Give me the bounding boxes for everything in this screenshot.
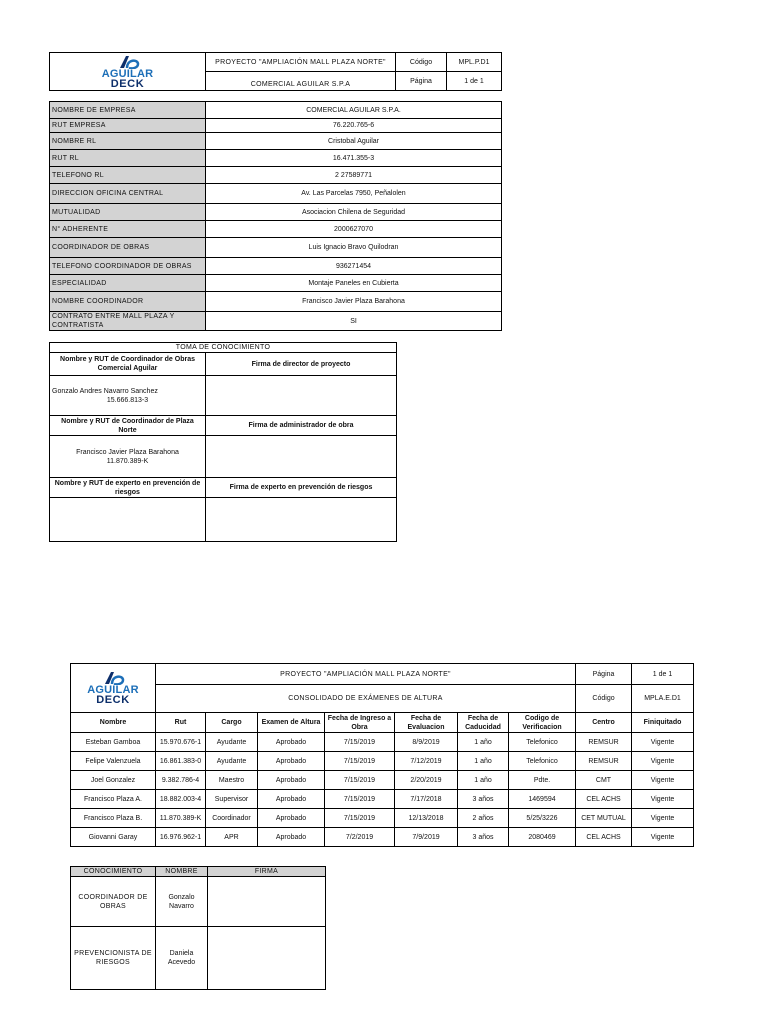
table-cell: 7/12/2019 xyxy=(395,752,458,771)
table-cell: Aprobado xyxy=(258,752,325,771)
info-row xyxy=(50,119,502,133)
info-value: 2 27589771 xyxy=(206,167,502,184)
table-cell: CEL ACHS xyxy=(576,828,632,847)
info-value: 2000627070 xyxy=(206,221,502,238)
info-row xyxy=(50,167,502,184)
toma-header-experto: Nombre y RUT de experto en prevención de riesgos xyxy=(50,478,206,498)
role-coordinador: COORDINADOR DE OBRAS xyxy=(71,877,156,927)
table-cell: 16.861.383-0 xyxy=(156,752,206,771)
exam-subtitle: CONSOLIDADO DE EXÁMENES DE ALTURA xyxy=(156,685,576,713)
info-value: Cristobal Aguilar xyxy=(206,133,502,150)
exam-project-title: PROYECTO "AMPLIACIÓN MALL PLAZA NORTE" xyxy=(156,664,576,685)
info-value: Francisco Javier Plaza Barahona xyxy=(206,292,502,312)
table-cell: Vigente xyxy=(632,771,694,790)
info-value: 936271454 xyxy=(206,258,502,275)
table-cell: 12/13/2018 xyxy=(395,809,458,828)
table-cell: 1 año xyxy=(458,733,509,752)
info-label: N° ADHERENTE xyxy=(50,221,206,238)
table-cell: CET MUTUAL xyxy=(576,809,632,828)
table-cell: 7/9/2019 xyxy=(395,828,458,847)
table-cell: 8/9/2019 xyxy=(395,733,458,752)
signature-box-admin[interactable] xyxy=(206,436,397,478)
logo-text-deck: DECK xyxy=(110,77,145,90)
table-cell: 7/2/2019 xyxy=(325,828,395,847)
table-cell: 2 años xyxy=(458,809,509,828)
table-cell: Vigente xyxy=(632,809,694,828)
info-row xyxy=(50,204,502,221)
table-cell: 1469594 xyxy=(509,790,576,809)
table-cell: 16.976.962-1 xyxy=(156,828,206,847)
info-value: 16.471.355-3 xyxy=(206,150,502,167)
signature-box-coordinador[interactable] xyxy=(208,877,326,927)
name-coordinador: Gonzalo Navarro xyxy=(156,877,208,927)
info-row xyxy=(50,184,502,204)
project-title: PROYECTO "AMPLIACIÓN MALL PLAZA NORTE" xyxy=(206,53,396,72)
info-label: ESPECIALIDAD xyxy=(50,275,206,292)
table-cell: Pdte. xyxy=(509,771,576,790)
exam-table xyxy=(70,663,694,847)
info-label: RUT EMPRESA xyxy=(50,119,206,133)
toma-header-firma-director: Firma de director de proyecto xyxy=(206,353,397,376)
nombre-header: NOMBRE xyxy=(156,867,208,877)
table-cell: Aprobado xyxy=(258,790,325,809)
table-cell: Supervisor xyxy=(206,790,258,809)
logo-text-aguilar: AGUILAR xyxy=(101,67,154,80)
exam-column-header: Nombre xyxy=(71,713,156,733)
name-prevencionista: Daniela Acevedo xyxy=(156,927,208,990)
table-cell: 3 años xyxy=(458,790,509,809)
table-row xyxy=(71,752,694,771)
toma-person-1-rut: 15.666.813-3 xyxy=(106,396,149,404)
signature-box-director[interactable] xyxy=(206,376,397,416)
table-cell: Ayudante xyxy=(206,733,258,752)
table-cell: 7/15/2019 xyxy=(325,771,395,790)
exam-column-header: Codigo de Verificacion xyxy=(509,713,576,733)
table-cell: Esteban Gamboa xyxy=(71,733,156,752)
conocimiento-table xyxy=(70,866,326,990)
firma-header: FIRMA xyxy=(208,867,326,877)
signature-box-experto[interactable] xyxy=(206,498,397,542)
document-header-table xyxy=(49,52,502,91)
table-row xyxy=(71,771,694,790)
table-cell: Aprobado xyxy=(258,733,325,752)
table-cell: CMT xyxy=(576,771,632,790)
table-cell: Vigente xyxy=(632,790,694,809)
table-cell: 7/17/2018 xyxy=(395,790,458,809)
info-label: DIRECCION OFICINA CENTRAL xyxy=(50,184,206,204)
company-logo xyxy=(50,53,206,91)
table-cell: Vigente xyxy=(632,733,694,752)
info-label: NOMBRE DE EMPRESA xyxy=(50,102,206,119)
info-value: Asociacion Chilena de Seguridad xyxy=(206,204,502,221)
table-cell: Ayudante xyxy=(206,752,258,771)
table-cell: CEL ACHS xyxy=(576,790,632,809)
table-cell: 9.382.786-4 xyxy=(156,771,206,790)
exam-page-value: 1 de 1 xyxy=(632,664,694,685)
table-cell: Vigente xyxy=(632,828,694,847)
info-row xyxy=(50,221,502,238)
toma-header-coordinador-plaza: Nombre y RUT de Coordinador de Plaza Norte xyxy=(50,416,206,436)
info-label: NOMBRE COORDINADOR xyxy=(50,292,206,312)
table-cell: 7/15/2019 xyxy=(325,809,395,828)
toma-header-coordinador: Nombre y RUT de Coordinador de Obras Comercial Aguilar xyxy=(50,353,206,376)
table-cell: Giovanni Garay xyxy=(71,828,156,847)
table-cell: 1 año xyxy=(458,771,509,790)
table-cell: Telefonico xyxy=(509,733,576,752)
toma-person-3 xyxy=(50,498,206,542)
company-info-table xyxy=(49,101,502,331)
table-cell: 7/15/2019 xyxy=(325,790,395,809)
page-label: Página xyxy=(396,72,447,91)
exam-column-header: Cargo xyxy=(206,713,258,733)
toma-header-firma-experto: Firma de experto en prevención de riesgos xyxy=(206,478,397,498)
table-cell: Vigente xyxy=(632,752,694,771)
table-cell: REMSUR xyxy=(576,752,632,771)
conocimiento-header: CONOCIMIENTO xyxy=(71,867,156,877)
info-label: RUT RL xyxy=(50,150,206,167)
toma-header-firma-admin: Firma de administrador de obra xyxy=(206,416,397,436)
exam-code-value: MPLA.E.D1 xyxy=(632,685,694,713)
info-row xyxy=(50,258,502,275)
info-value: Montaje Paneles en Cubierta xyxy=(206,275,502,292)
info-value: SI xyxy=(206,312,502,331)
table-cell: Aprobado xyxy=(258,809,325,828)
toma-title: TOMA DE CONOCIMIENTO xyxy=(50,343,397,353)
toma-person-2-rut: 11.870.389-K xyxy=(106,457,149,465)
page-value: 1 de 1 xyxy=(447,72,502,91)
table-cell: Francisco Plaza A. xyxy=(71,790,156,809)
table-cell: 7/15/2019 xyxy=(325,733,395,752)
table-cell: 5/25/3226 xyxy=(509,809,576,828)
info-value: Luis Ignacio Bravo Quilodran xyxy=(206,238,502,258)
code-label: Código xyxy=(396,53,447,72)
code-value: MPL.P.D1 xyxy=(447,53,502,72)
table-cell: 11.870.389-K xyxy=(156,809,206,828)
exam-column-header: Fecha de Caducidad xyxy=(458,713,509,733)
toma-person-2 xyxy=(50,436,206,478)
aguilar-deck-logo-icon xyxy=(116,55,140,69)
table-cell: 3 años xyxy=(458,828,509,847)
info-row xyxy=(50,102,502,119)
table-row xyxy=(71,809,694,828)
company-name: COMERCIAL AGUILAR S.P.A xyxy=(206,72,396,91)
exam-page-label: Página xyxy=(576,664,632,685)
info-row xyxy=(50,312,502,331)
table-cell: Telefonico xyxy=(509,752,576,771)
info-row xyxy=(50,133,502,150)
table-cell: Francisco Plaza B. xyxy=(71,809,156,828)
exam-company-logo xyxy=(71,664,156,713)
info-label: TELEFONO RL xyxy=(50,167,206,184)
table-cell: Maestro xyxy=(206,771,258,790)
role-prevencionista: PREVENCIONISTA DE RIESGOS xyxy=(71,927,156,990)
toma-person-2-name: Francisco Javier Plaza Barahona xyxy=(76,448,179,456)
table-row xyxy=(71,828,694,847)
info-row xyxy=(50,238,502,258)
info-label: CONTRATO ENTRE MALL PLAZA Y CONTRATISTA xyxy=(50,312,206,331)
exam-column-header: Fecha de Evaluacion xyxy=(395,713,458,733)
toma-conocimiento-table xyxy=(49,342,397,542)
table-cell: Felipe Valenzuela xyxy=(71,752,156,771)
info-value: COMERCIAL AGUILAR S.P.A. xyxy=(206,102,502,119)
logo-text-aguilar: AGUILAR xyxy=(87,684,139,696)
info-row xyxy=(50,292,502,312)
info-row xyxy=(50,150,502,167)
table-cell: 7/15/2019 xyxy=(325,752,395,771)
info-row xyxy=(50,275,502,292)
table-cell: 1 año xyxy=(458,752,509,771)
table-cell: Joel Gonzalez xyxy=(71,771,156,790)
table-cell: Coordinador xyxy=(206,809,258,828)
aguilar-deck-logo-icon xyxy=(101,671,125,685)
exam-column-header: Centro xyxy=(576,713,632,733)
toma-person-1-name: Gonzalo Andres Navarro Sanchez xyxy=(52,387,158,395)
table-row xyxy=(71,733,694,752)
signature-box-prevencionista[interactable] xyxy=(208,927,326,990)
table-cell: 15.970.676-1 xyxy=(156,733,206,752)
table-cell: Aprobado xyxy=(258,771,325,790)
table-cell: REMSUR xyxy=(576,733,632,752)
exam-column-header: Examen de Altura xyxy=(258,713,325,733)
info-value: Av. Las Parcelas 7950, Peñalolen xyxy=(206,184,502,204)
table-cell: 2080469 xyxy=(509,828,576,847)
table-row xyxy=(71,790,694,809)
logo-text-deck: DECK xyxy=(96,694,130,706)
exam-code-label: Código xyxy=(576,685,632,713)
table-cell: 18.882.003-4 xyxy=(156,790,206,809)
exam-column-header: Fecha de Ingreso a Obra xyxy=(325,713,395,733)
info-label: NOMBRE RL xyxy=(50,133,206,150)
info-label: MUTUALIDAD xyxy=(50,204,206,221)
info-value: 76.220.765-6 xyxy=(206,119,502,133)
exam-column-header: Rut xyxy=(156,713,206,733)
table-cell: APR xyxy=(206,828,258,847)
info-label: TELEFONO COORDINADOR DE OBRAS xyxy=(50,258,206,275)
table-cell: Aprobado xyxy=(258,828,325,847)
info-label: COORDINADOR DE OBRAS xyxy=(50,238,206,258)
table-cell: 2/20/2019 xyxy=(395,771,458,790)
toma-person-1 xyxy=(50,376,206,416)
exam-column-header: Finiquitado xyxy=(632,713,694,733)
